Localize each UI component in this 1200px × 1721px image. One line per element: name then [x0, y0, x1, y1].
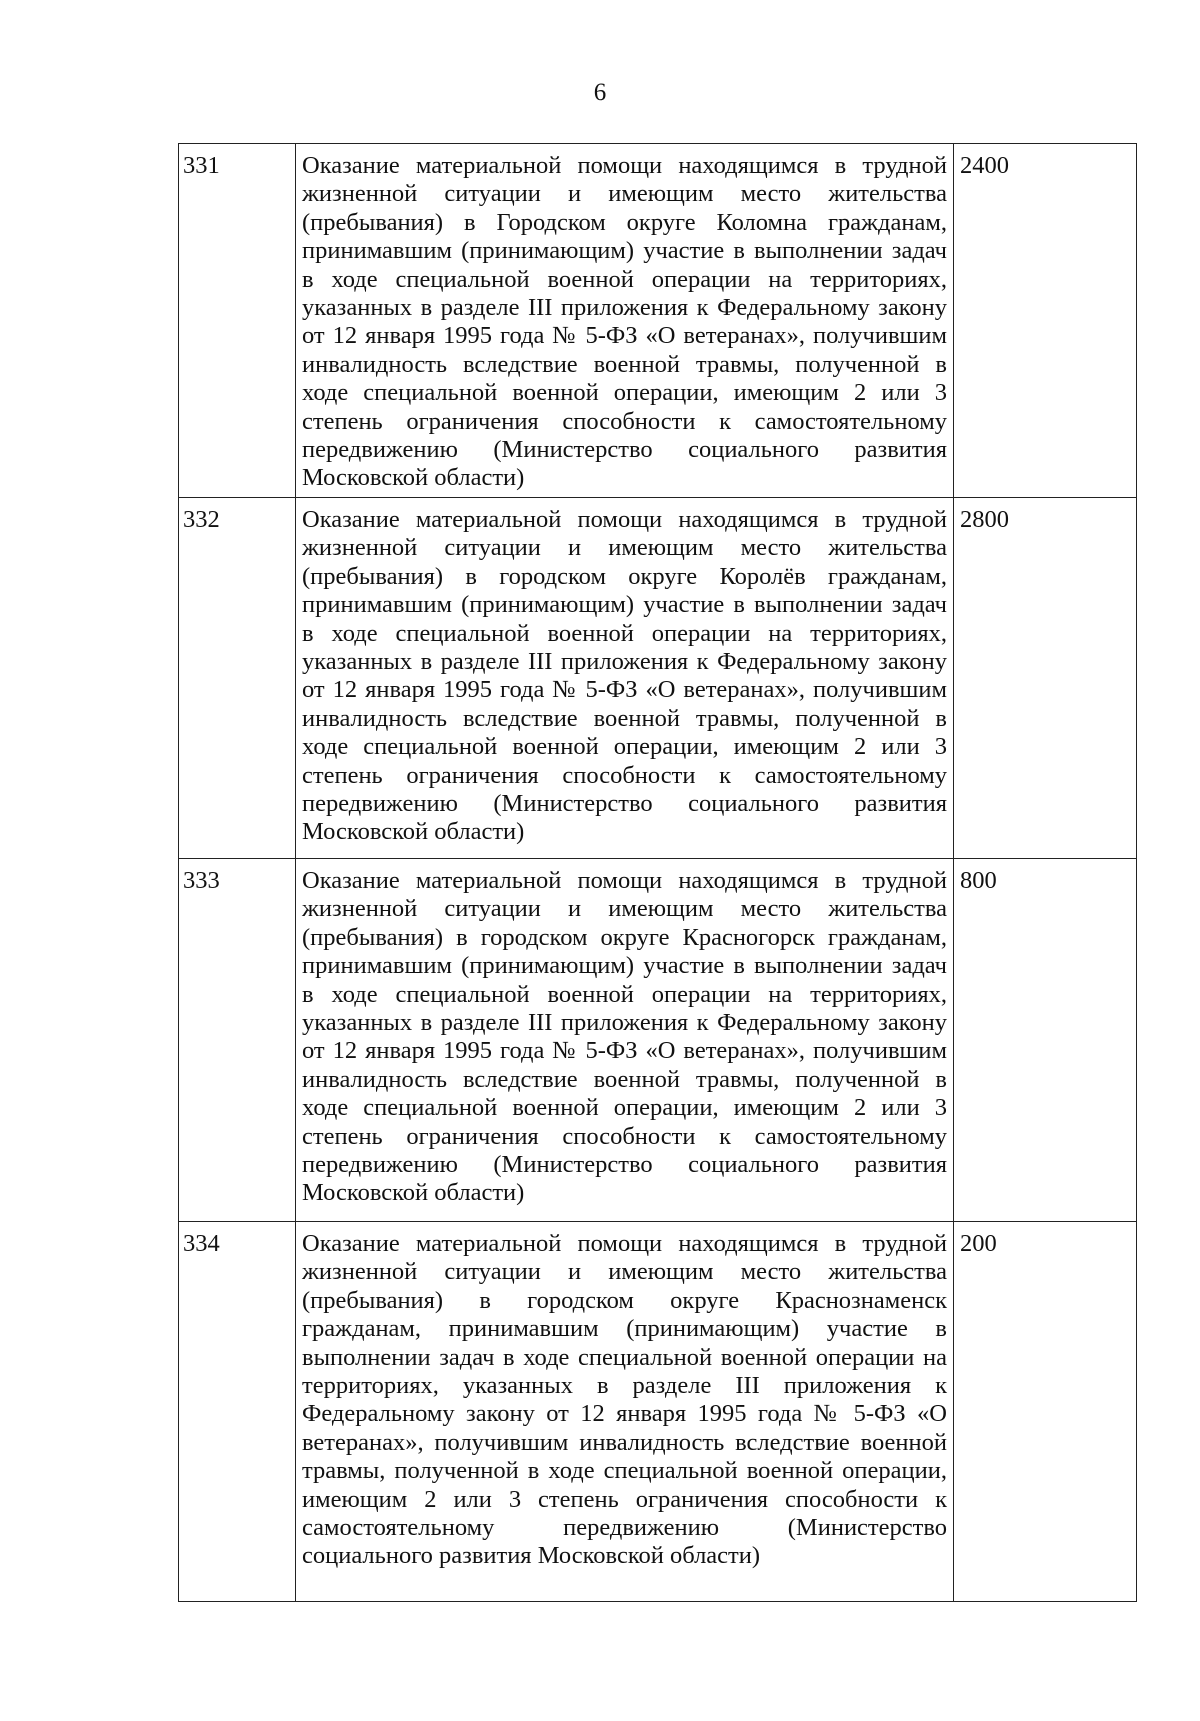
row-amount: 2800 — [954, 498, 1137, 859]
row-amount: 200 — [954, 1222, 1137, 1602]
page-number: 6 — [593, 79, 607, 106]
row-amount: 2400 — [954, 144, 1137, 498]
row-description: Оказание материальной помощи находящимся в трудной жизненной ситуации и имеющим место жительства (пребывания) в Городском округе Коломна гражданам, принимавшим (принимающим) участие в выполнении задач в ходе специальной военной операции на территориях, указанных в разделе III приложения к Федеральному закону от 12 января 1995 года № 5-ФЗ «О ветеранах», получившим инвалидность вследствие военной травмы, полученной в ходе специальной военной операции, имеющим 2 или 3 степень ограничения способности к самостоятельному передвижению (Министерство социального развития Московской области) — [296, 144, 954, 498]
row-amount: 800 — [954, 859, 1137, 1222]
row-number: 332 — [179, 498, 296, 859]
program-table — [178, 143, 1137, 1602]
row-number: 334 — [179, 1222, 296, 1602]
row-description: Оказание материальной помощи находящимся в трудной жизненной ситуации и имеющим место жительства (пребывания) в городском округе Красногорск гражданам, принимавшим (принимающим) участие в выполнении задач в ходе специальной военной операции на территориях, указанных в разделе III приложения к Федеральному закону от 12 января 1995 года № 5-ФЗ «О ветеранах», получившим инвалидность вследствие военной травмы, полученной в ходе специальной военной операции, имеющим 2 или 3 степень ограничения способности к самостоятельному передвижению (Министерство социального развития Московской области) — [296, 859, 954, 1222]
row-description: Оказание материальной помощи находящимся в трудной жизненной ситуации и имеющим место жительства (пребывания) в городском округе Королёв гражданам, принимавшим (принимающим) участие в выполнении задач в ходе специальной военной операции на территориях, указанных в разделе III приложения к Федеральному закону от 12 января 1995 года № 5-ФЗ «О ветеранах», получившим инвалидность вследствие военной травмы, полученной в ходе специальной военной операции, имеющим 2 или 3 степень ограничения способности к самостоятельному передвижению (Министерство социального развития Московской области) — [296, 498, 954, 859]
row-number: 331 — [179, 144, 296, 498]
table-row — [179, 1222, 1137, 1602]
table-row — [179, 498, 1137, 859]
row-description: Оказание материальной помощи находящимся в трудной жизненной ситуации и имеющим место жительства (пребывания) в городском округе Краснознаменск гражданам, принимавшим (принимающим) участие в выполнении задач в ходе специальной военной операции на территориях, указанных в разделе III приложения к Федеральному закону от 12 января 1995 года № 5-ФЗ «О ветеранах», получившим инвалидность вследствие военной травмы, полученной в ходе специальной военной операции, имеющим 2 или 3 степень ограничения способности к самостоятельному передвижению (Министерство социального развития Московской области) — [296, 1222, 954, 1602]
table-row — [179, 144, 1137, 498]
row-number: 333 — [179, 859, 296, 1222]
table-row — [179, 859, 1137, 1222]
